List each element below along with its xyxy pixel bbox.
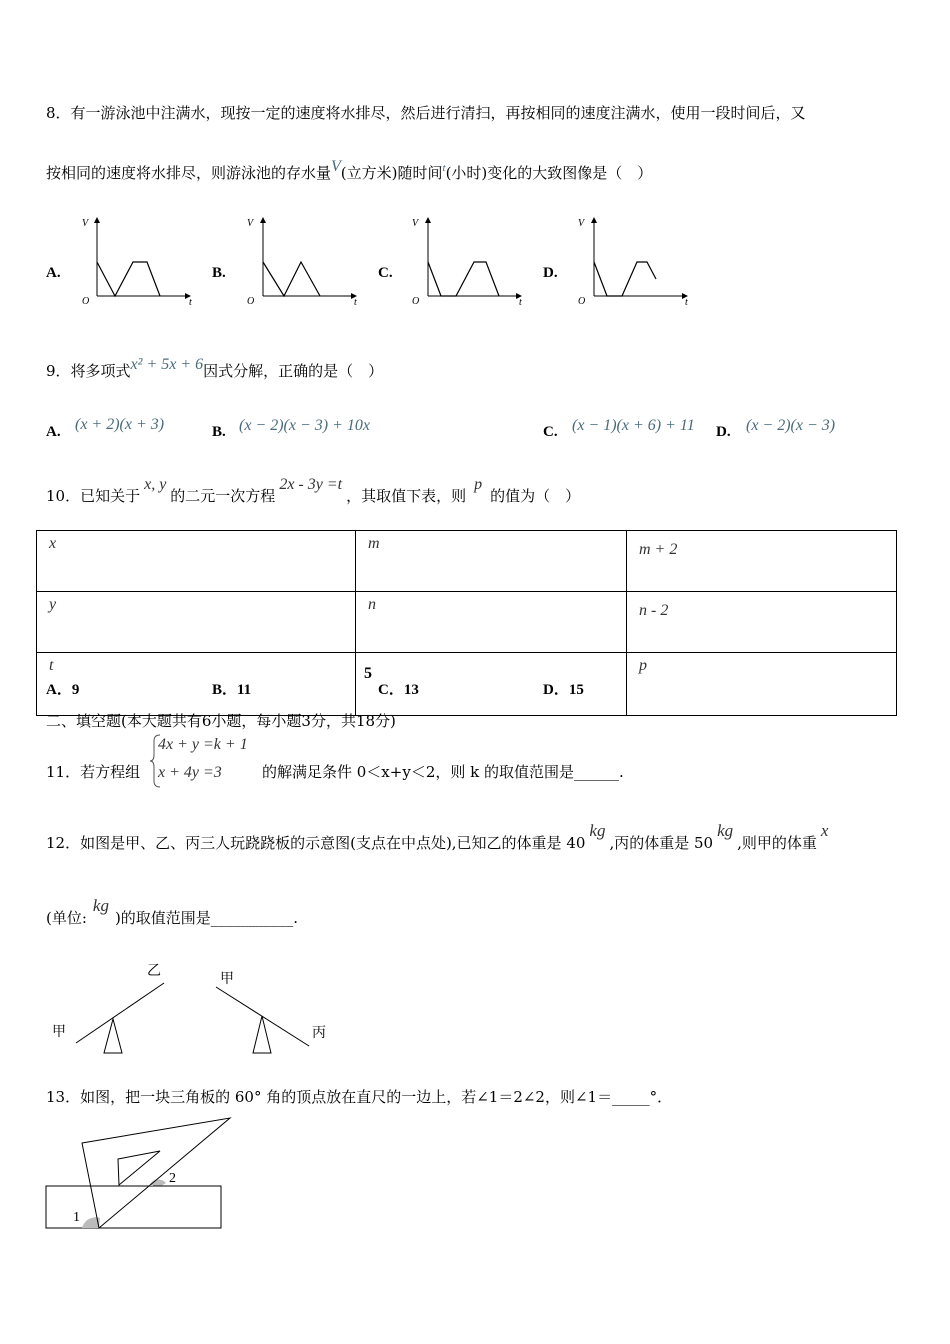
- q8-option-c-label[interactable]: C.: [378, 265, 393, 281]
- q8-graph-b-o: O: [247, 296, 255, 307]
- table-cell: x: [37, 531, 356, 592]
- q12-text-line2: (单位:kg)的取值范围是___________.: [46, 896, 299, 927]
- q9-option-a-label[interactable]: A.: [46, 424, 61, 440]
- q8-graph-d-t: t: [685, 297, 688, 308]
- q8-graphs: [0, 0, 950, 320]
- section-heading: 二、填空题(本大题共有6小题，每小题3分，共18分): [46, 712, 396, 730]
- q10-option-c[interactable]: C．13: [378, 682, 419, 698]
- table-row: [37, 531, 897, 592]
- seesaw-label-bing: 丙: [312, 1026, 326, 1041]
- q8-graph-c-v: V: [412, 218, 419, 229]
- table-row: [37, 592, 897, 653]
- seesaw-left: [52, 964, 164, 1053]
- table-cell: m + 2: [627, 531, 897, 592]
- q10-value-table: [36, 530, 897, 716]
- q9-option-a[interactable]: (x + 2)(x + 3): [75, 416, 165, 433]
- q8-graph-d-v: V: [578, 218, 585, 229]
- q12-text-line1: 12．如图是甲、乙、丙三人玩跷跷板的示意图(支点在中点处),已知乙的体重是 40kg,丙的体重是 50kg,则甲的体重x: [46, 821, 829, 852]
- q10-text: 10．已知关于x, y的二元一次方程2x - 3y =t，其取值下表，则p的值为（ ）: [46, 476, 581, 505]
- q10-option-a[interactable]: A．9: [46, 682, 80, 698]
- q8-text-line2: 按相同的速度将水排尽，则游泳池的存水量V(立方米)随时间$^t$(小时)变化的大致图像是（ ）: [46, 158, 653, 182]
- q9-option-b[interactable]: (x − 2)(x − 3) + 10x: [239, 417, 371, 434]
- q8-option-d-label[interactable]: D.: [543, 265, 558, 281]
- q8-graph-d-o: O: [578, 296, 586, 307]
- table-cell: p: [627, 653, 897, 716]
- seesaw-label-yi: 乙: [147, 964, 161, 979]
- q8-text-line1: 8．有一游泳池中注满水，现按一定的速度将水排尽，然后进行清扫，再按相同的速度注满水，使用一段时间后，又: [46, 104, 806, 122]
- q9-option-c-label[interactable]: C.: [543, 424, 558, 440]
- q11-prefix: 11．若方程组: [46, 763, 141, 781]
- q9-option-d-label[interactable]: D.: [716, 424, 731, 440]
- q8-graph-a-v: V: [82, 218, 89, 229]
- table-cell: m: [356, 531, 627, 592]
- q12-seesaw-figure: [40, 955, 360, 1065]
- q8-graph-a-o: O: [82, 296, 90, 307]
- table-cell: y: [37, 592, 356, 653]
- seesaw-label-jia-left: 甲: [52, 1025, 66, 1040]
- q10-option-b[interactable]: B．11: [212, 682, 252, 698]
- q8-option-b-label[interactable]: B.: [212, 265, 226, 281]
- q9-option-d[interactable]: (x − 2)(x − 3): [746, 417, 836, 434]
- q9-text: 9．将多项式x² + 5x + 6因式分解，正确的是（ ）: [46, 356, 384, 380]
- q9-option-b-label[interactable]: B.: [212, 424, 226, 440]
- q13-triangle-ruler-figure: [40, 1115, 240, 1235]
- table-cell: n: [356, 592, 627, 653]
- q8-graph-c-o: O: [412, 296, 420, 307]
- q9-option-c[interactable]: (x − 1)(x + 6) + 11: [572, 417, 695, 434]
- seesaw-right: [216, 971, 326, 1053]
- angle-1-label: 1: [73, 1210, 80, 1225]
- q13-text: 13．如图，把一块三角板的 60° 角的顶点放在直尺的一边上，若∠1＝2∠2，则∠1＝_____°．: [46, 1088, 673, 1106]
- q11-suffix: 的解满足条件 0＜x+y＜2，则 k 的取值范围是______.: [262, 763, 624, 781]
- angle-2-label: 2: [169, 1171, 176, 1186]
- q8-graph-b-t: t: [354, 297, 357, 308]
- q8-graph-b: [247, 218, 357, 308]
- table-cell: t: [37, 653, 356, 716]
- table-cell: n - 2: [627, 592, 897, 653]
- table-cell: 5: [356, 653, 627, 716]
- q11-equation-1: 4x + y =k + 1: [158, 736, 248, 753]
- q8-graph-a: [82, 218, 192, 308]
- q8-graph-c-t: t: [519, 297, 522, 308]
- q8-graph-b-v: V: [247, 218, 254, 229]
- q8-option-a-label[interactable]: A.: [46, 265, 61, 281]
- seesaw-label-jia-right: 甲: [220, 972, 234, 987]
- q8-graph-d: [578, 218, 688, 308]
- q8-graph-c: [412, 218, 522, 308]
- q8-graph-a-t: t: [189, 297, 192, 308]
- q11-equation-2: x + 4y =3: [158, 764, 222, 781]
- q10-option-d[interactable]: D．15: [543, 682, 584, 698]
- table-row: [37, 653, 897, 716]
